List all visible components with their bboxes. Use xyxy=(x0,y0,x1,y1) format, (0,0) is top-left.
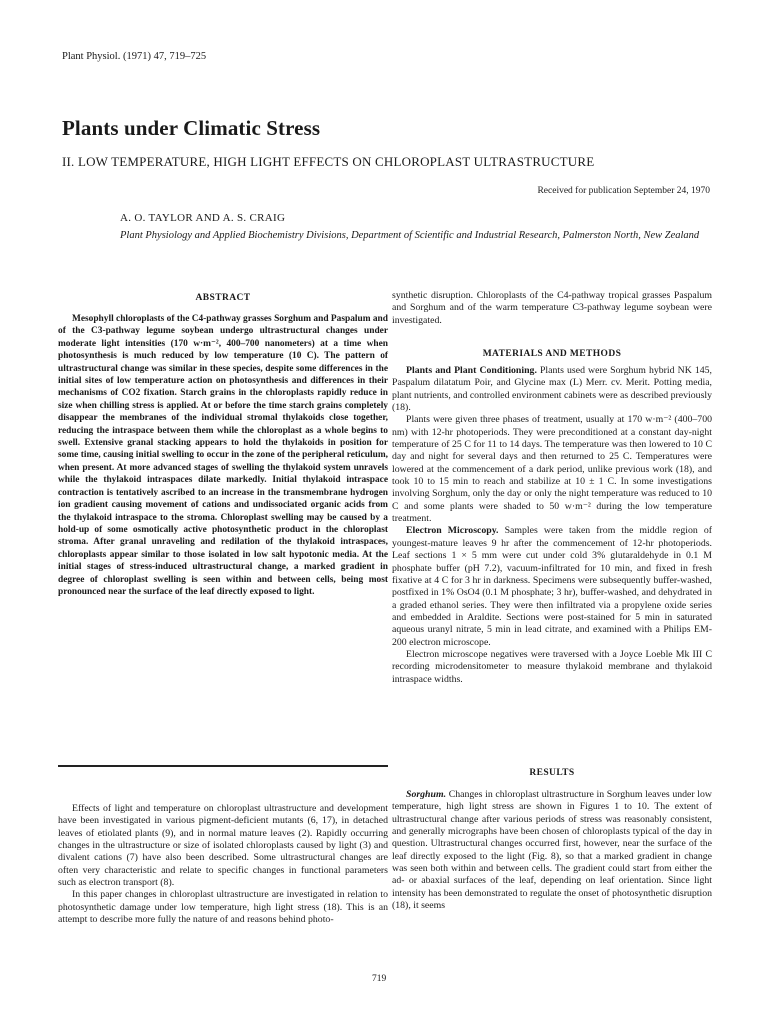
results-paragraph xyxy=(392,789,712,912)
methods-section xyxy=(392,365,712,686)
methods-treatment-paragraph: Plants were given three phases of treatment, usually at 170 w·m⁻² (400–700 nm) with 12-hr photoperiods. They were preconditioned at a constant day-night temperature of 25 C for 11 to 14 days. The temperature was then lowered to 10 C day and night for several days and then returned to 25 C. Temperatures were lowered at the commencement of a dark period, unlike previous work (18), and took 10 to 15 min to reach and stabilize at 10 ± 1 C. In some investigations involving Sorghum, only the day or only the night temperature was reduced to 10 C and some plants were shaded to 50 w·m⁻² during the low temperature treatment. xyxy=(392,414,712,525)
section-divider xyxy=(58,765,388,767)
methods-heading: MATERIALS AND METHODS xyxy=(482,349,622,359)
intro-paragraph-2: In this paper changes in chloroplast ultrastructure are investigated in relation to photosynthetic damage under low temperature, high light stress (18). This is an attempt to describe more fully the nature of and reasons behind photo- xyxy=(58,889,388,926)
page-title: Plants under Climatic Stress xyxy=(62,116,321,140)
intro-paragraph-1: Effects of light and temperature on chloroplast ultrastructure and development have been investigated in various pigment-deficient mutants (6, 17), in detached leaves of etiolated plants (9), and in normal mature leaves (2). Rapidly occurring changes in the ultrastructure or size of isolated chloroplasts caused by light (3) and divalent cations (7) have also been described. Some ultrastructural changes are often very characteristic and relate to specific changes in functional parameters such as electron transport (8). xyxy=(58,803,388,889)
em-runin-heading: Electron Microscopy. xyxy=(406,525,499,537)
plants-text: Plants used were Sorghum hybrid NK 145, Paspalum dilatatum Poir, and Glycine max (L) Merr. cv. Merit. Potting media, plant nutrients, and controlled environment cabinets were as described previously (18). xyxy=(392,365,712,414)
sorghum-runin-heading: Sorghum. xyxy=(406,789,447,800)
journal-citation: Plant Physiol. (1971) 47, 719–725 xyxy=(62,51,207,62)
methods-em-paragraph xyxy=(392,525,712,648)
affiliation: Plant Physiology and Applied Biochemistry Divisions, Department of Scientific and Industrial Research, Palmerston North, New Zealand xyxy=(120,230,700,241)
methods-densitometer-paragraph: Electron microscope negatives were traversed with a Joyce Loeble Mk III C recording microdensitometer to measure thylakoid membrane and thylakoid intraspace widths. xyxy=(392,648,712,685)
paper-subtitle: II. LOW TEMPERATURE, HIGH LIGHT EFFECTS ON CHLOROPLAST ULTRASTRUCTURE xyxy=(62,154,595,169)
methods-plants-paragraph xyxy=(392,365,712,414)
em-text: Samples were taken from the middle region of youngest-mature leaves 9 hr after the commencement of 12-hr photoperiods. Leaf sections 1 × 5 mm were cut under cold 3% glutaraldehyde in 0.1 M phosphate buffer (pH 7.2), vacuum-infiltrated for 10 min, and fixed in fresh fixative at 4 C for 3 hr in darkness. Specimens were subsequently buffer-washed, postfixed in 1% OsO4 (0.1 M phosphate; 3 hr), buffer-washed, and dehydrated in a graded ethanol series. They were then infiltrated via a propylene oxide series and embedded in Araldite. Sections were post-stained for 5 min in saturated aqueous uranyl nitrate, 5 min in lead citrate, and examined with a Philips EM-200 electron microscope. xyxy=(392,525,712,648)
abstract-text: Mesophyll chloroplasts of the C4-pathway grasses Sorghum and Paspalum and of the C3-pathway legume soybean undergo ultrastructural changes under moderate light intensities (170 w·m⁻², 400–700 nanometers) at a time when photosynthesis is much reduced by low temperature (10 C). The pattern of ultrastructural change was similar in these species, despite some differences in the initial sites of low temperature action on photosynthesis and differences in their mechanisms of CO2 fixation. Starch grains in the chloroplasts rapidly reduce in size when chilling stress is applied. At or before the time starch grains completely disappear the membranes of the individual stromal thylakoids close together, reducing the intraspace between them while the chloroplast as a whole begins to swell. Extensive granal stacking appears to hold the thylakoids in position for some time, causing initial swelling to occur in the zone of the peripheral reticulum, when present. At more advanced stages of swelling the thylakoid system unravels while the thylakoid intraspaces dilate markedly. Initial thylakoid intraspace contraction is tentatively ascribed to an increase in the transmembrane hydrogen ion gradient causing movement of cations and undissociated organic acids from the thylakoid intraspace to the stroma. Chloroplast swelling may be caused by a hold-up of some osmotically active photosynthetic product in the chloroplast stroma. After granal unraveling and redilation of the thylakoid intraspaces, chloroplasts appear similar to those isolated in low salt hypotonic media. At the initial stages of stress-induced ultrastructural change, a marked gradient in degree of chloroplast swelling is seen within and between cells, being most pronounced near the surface of the leaf directly exposed to light. xyxy=(58,314,388,597)
results-heading: RESULTS xyxy=(529,768,575,778)
intro-continuation: synthetic disruption. Chloroplasts of the C4-pathway tropical grasses Paspalum and Sorghum and of the warm temperature C3-pathway legume soybean were investigated. xyxy=(392,290,712,326)
plants-runin-heading: Plants and Plant Conditioning. xyxy=(406,365,537,376)
authors: A. O. TAYLOR AND A. S. CRAIG xyxy=(120,212,286,224)
page-number: 719 xyxy=(372,974,387,984)
introduction xyxy=(58,803,388,926)
results-section xyxy=(392,789,712,912)
received-date: Received for publication September 24, 1970 xyxy=(537,186,710,196)
abstract-heading: ABSTRACT xyxy=(195,293,251,303)
intro-continued xyxy=(392,290,712,327)
results-text: Changes in chloroplast ultrastructure in Sorghum leaves under low temperature, high light stress are shown in Figures 1 to 10. The extent of ultrastructural change after various periods of stress was reasonably consistent, and generally micrographs have been chosen of chloroplasts typical of the day in question. Ultrastructural changes occurred first, however, near the surface of the leaf directly exposed to the light (Fig. 8), so that a marked gradient in change was seen both within and between cells. The gradient could start from either the ad- or abaxial surfaces of the leaf, depending on leaf orientation. Since light intensity has been demonstrated to regulate the onset of photosynthetic disruption (18), it seems xyxy=(392,789,712,912)
